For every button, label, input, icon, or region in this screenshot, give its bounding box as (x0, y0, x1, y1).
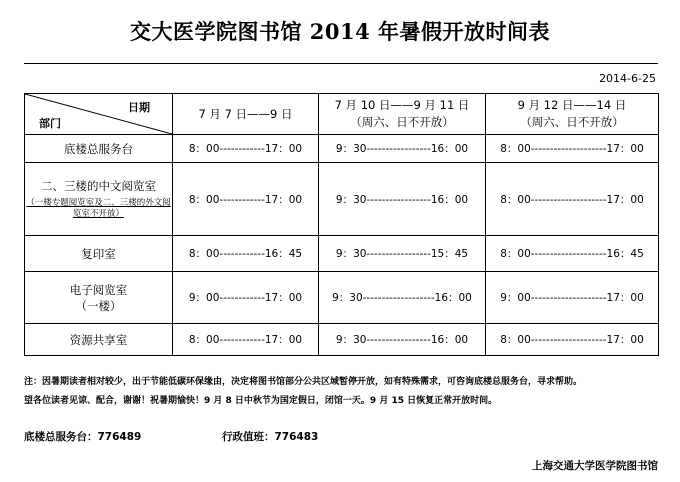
time-cell: 9：30-----------------16：00 (319, 324, 486, 356)
dept-cell: 电子阅览室 （一楼） (25, 272, 173, 324)
table-row (25, 272, 659, 324)
library-signature: 上海交通大学医学院图书馆 (532, 460, 658, 472)
corner-date-label: 日期 (128, 101, 150, 114)
time-cell: 8：00--------------------17：00 (486, 163, 659, 236)
dept-cell: 复印室 (25, 236, 173, 272)
corner-dept-label: 部门 (39, 117, 61, 130)
corner-cell (25, 94, 173, 135)
table-header-row (25, 94, 659, 135)
page-title: 交大医学院图书馆 2014 年暑假开放时间表 (129, 19, 551, 44)
issue-date: 2014-6-25 (599, 72, 656, 85)
table-row (25, 236, 659, 272)
time-cell: 8：00--------------------17：00 (486, 135, 659, 163)
notice-text: 注：因暑期读者相对较少，出于节能低碳环保缘由，决定将图书馆部分公共区域暂停开放，如有特殊需求，可咨询底楼总服务台，寻求帮助。 望各位读者见谅、配合，谢谢！祝暑期愉快！9 月 8 日中秋节为国定假日，闭馆一天。9 月 15 日恢复正常开放时间。 (24, 377, 583, 406)
service-desk-phone: 底楼总服务台：776489 (24, 431, 142, 443)
time-cell: 8：00------------16：45 (173, 236, 319, 272)
admin-duty-phone: 行政值班：776483 (222, 431, 319, 443)
table-row (25, 135, 659, 163)
time-cell: 9：30-------------------16：00 (319, 272, 486, 324)
table-row (25, 324, 659, 356)
dept-cell: 资源共享室 (25, 324, 173, 356)
column-header: 7 月 10 日——9 月 11 日 （周六、日不开放） (319, 94, 486, 135)
time-cell: 8：00------------17：00 (173, 324, 319, 356)
time-cell: 8：00------------17：00 (173, 163, 319, 236)
title-divider (24, 63, 658, 64)
time-cell: 8：00------------17：00 (173, 135, 319, 163)
column-header: 7 月 7 日——9 日 (173, 94, 319, 135)
time-cell: 8：00--------------------17：00 (486, 324, 659, 356)
time-cell: 9：00--------------------17：00 (486, 272, 659, 324)
time-cell: 9：30-----------------16：00 (319, 163, 486, 236)
column-header: 9 月 12 日——14 日 （周六、日不开放） (486, 94, 659, 135)
opening-hours-table (24, 93, 659, 356)
time-cell: 9：00------------17：00 (173, 272, 319, 324)
time-cell: 9：30-----------------16：00 (319, 135, 486, 163)
dept-note: （一楼） (75, 298, 122, 313)
time-cell: 9：30-----------------15：45 (319, 236, 486, 272)
dept-cell: 二、三楼的中文阅览室 （一楼专题阅览室及二、三楼的外文阅览室不开放） (25, 163, 173, 236)
time-cell: 8：00--------------------16：45 (486, 236, 659, 272)
dept-cell: 底楼总服务台 (25, 135, 173, 163)
table-row (25, 163, 659, 236)
dept-note: （一楼专题阅览室及二、三楼的外文阅览室不开放） (26, 198, 171, 219)
